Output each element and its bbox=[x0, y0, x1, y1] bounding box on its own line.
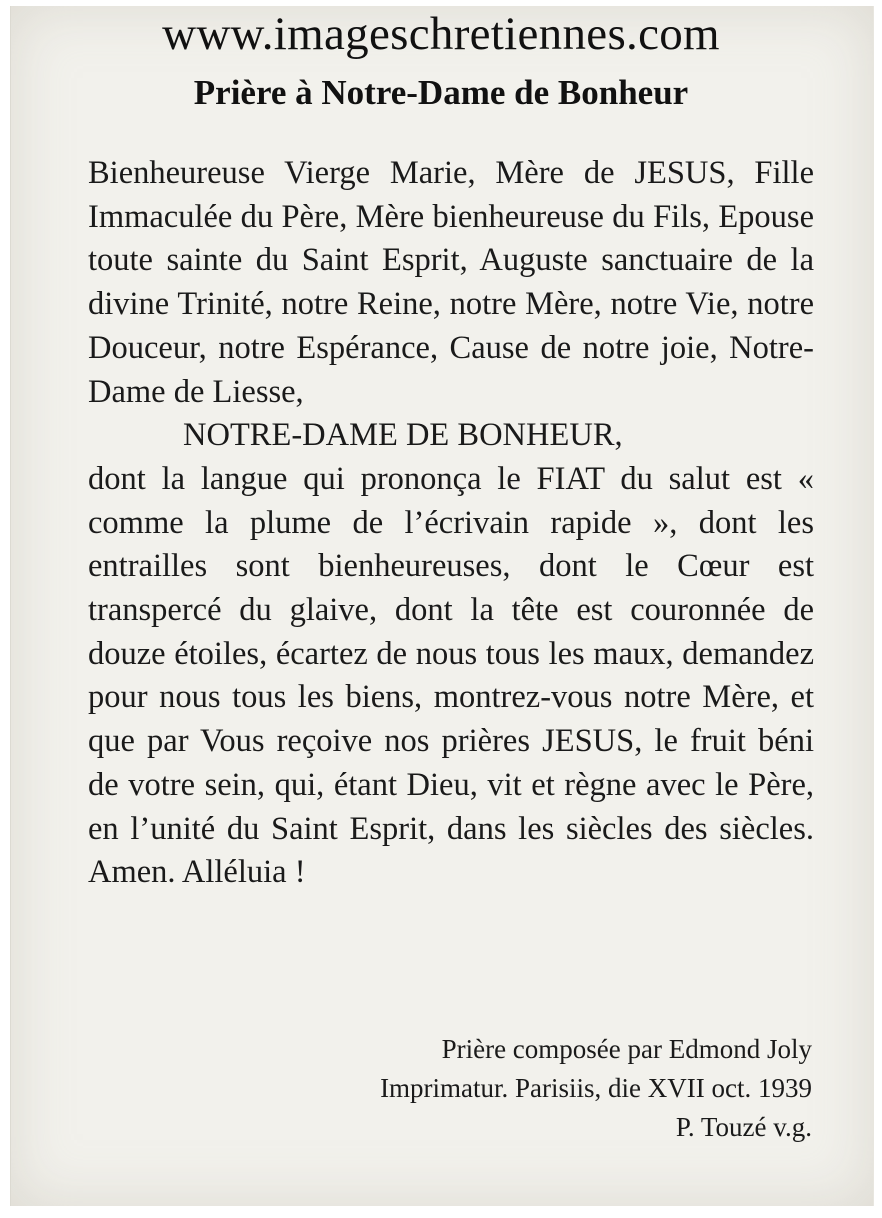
imprimatur-line: Imprimatur. Parisiis, die XVII oct. 1939 bbox=[380, 1073, 812, 1103]
page-title: Prière à Notre-Dame de Bonheur bbox=[193, 73, 689, 112]
prayer-text bbox=[88, 152, 814, 895]
signature-line: P. Touzé v.g. bbox=[675, 1112, 812, 1142]
prayer-paragraph-1: Bienheureuse Vierge Marie, Mère de JESUS, Fille Immaculée du Père, Mère bienheureuse du Fils, Epouse toute sainte du Saint Esprit, Auguste sanctuaire de la divine Trinité, notre Reine, notre Mère, notre Vie, notre Douceur, notre Espérance, Cause de notre joie, Notre-Dame de Liesse, bbox=[88, 155, 814, 410]
author-credit: Prière composée par Edmond Joly bbox=[441, 1034, 812, 1064]
prayer-paragraph-2: dont la langue qui prononça le FIAT du salut est « comme la plume de l’écrivain rapide », dont les entrailles sont bienheureuses, dont le Cœur est transpercé du glaive, dont la tête est couronnée de douze étoiles, écartez de nous tous les maux, demandez pour nous tous les biens, montrez-vous notre Mère, et que par Vous reçoive nos prières JESUS, le fruit béni de votre sein, qui, étant Dieu, vit et règne avec le Père, en l’unité du Saint Esprit, dans les siècles des siècles. Amen. Alléluia ! bbox=[88, 460, 814, 891]
site-url: www.imageschretiennes.com bbox=[162, 8, 720, 60]
prayer-invocation: NOTRE-DAME DE BONHEUR, bbox=[183, 417, 623, 454]
prayer-footer bbox=[380, 1030, 812, 1147]
